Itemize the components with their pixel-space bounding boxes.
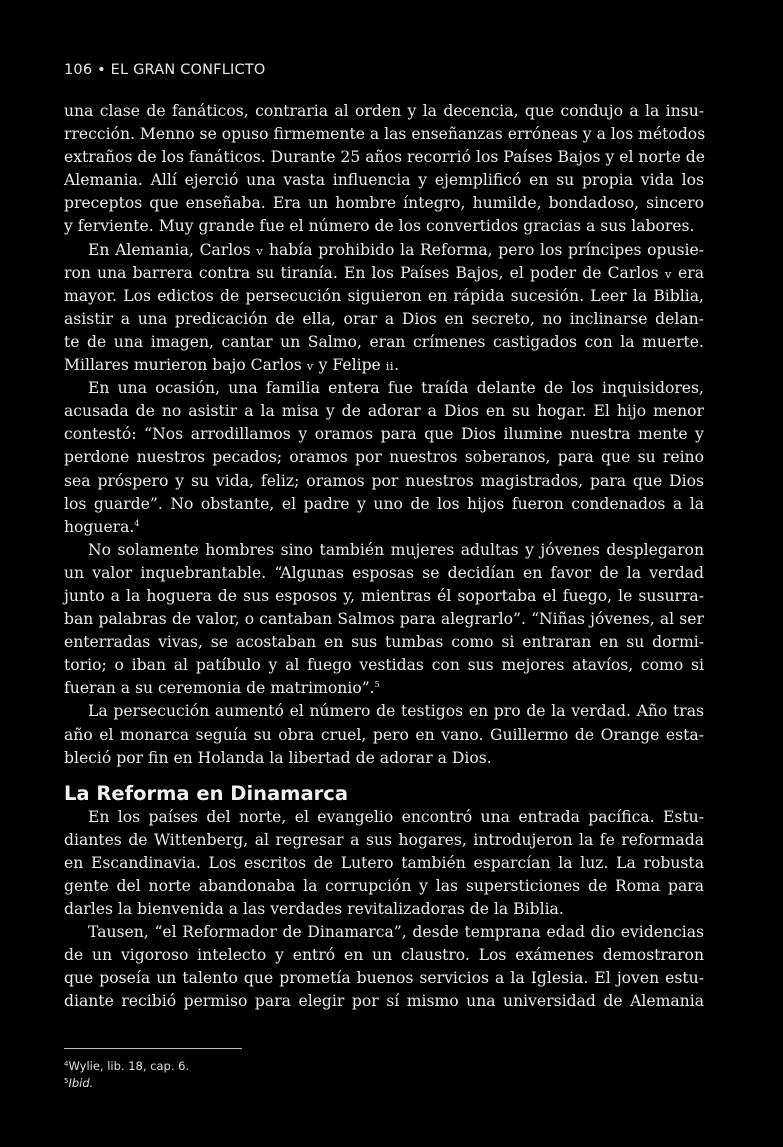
text-line: y ferviente. Muy grande fue el número de los convertidos gracias a sus labores. — [64, 217, 695, 236]
text-line: te de una imagen, cantar un Salmo, eran crímenes castigados con la muerte. — [64, 332, 704, 351]
text-line: diantes de Wittenberg, al regresar a sus hogares, introdujeron la fe reformada — [64, 830, 704, 849]
text-line: gente del norte abandonaba la corrupción y las supersticiones de Roma para — [64, 877, 704, 895]
footnote — [64, 1058, 189, 1075]
text-line: en Escandinavia. Los escritos de Lutero también esparcían la luz. La robusta — [64, 853, 704, 872]
text-line: un valor inquebrantable. “Algunas esposas se decidían en favor de la verdad — [64, 563, 704, 582]
text-line: En una ocasión, una familia entera fue traída delante de los inquisidores, — [88, 379, 704, 398]
footnote-rule — [64, 1048, 242, 1049]
text-line: acusada de no asistir a la misa y de adorar a Dios en su hogar. El hijo menor — [64, 402, 704, 421]
running-head: 106 • EL GRAN CONFLICTO — [64, 62, 266, 78]
text-line: Alemania. Allí ejerció una vasta influencia y ejemplificó en su propia vida los — [64, 171, 704, 190]
text-line: darles la bienvenida a las verdades revitalizadoras de la Biblia. — [64, 900, 564, 919]
roman-numeral: ii — [385, 359, 395, 374]
footnote — [64, 1075, 189, 1092]
footnote-ref[interactable]: 5 — [374, 680, 380, 690]
text-line: asistir a una predicación de ella, orar a Dios en secreto, no inclinarse delan- — [64, 309, 704, 328]
roman-numeral: v — [306, 359, 314, 374]
text-line: extraños de los fanáticos. Durante 25 años recorrió los Países Bajos y el norte de — [64, 148, 705, 167]
text-line: junto a la hoguera de sus esposos y, mientras él soportaba el fuego, le susurra- — [64, 586, 704, 605]
text-line: diante recibió permiso para elegir por sí mismo una universidad de Alemania — [64, 992, 704, 1011]
roman-numeral: v — [256, 243, 264, 258]
text-line: fueran a su ceremonia de matrimonio”.$^5$ — [64, 679, 380, 698]
text-line: Millares murieron bajo Carlos v y Felipe ii. — [64, 356, 400, 375]
text-line: año el monarca seguía su obra cruel, pero en vano. Guillermo de Orange esta- — [64, 725, 704, 744]
text-line: perdone nuestros pecados; oramos por nuestros soberanos, para que su reino — [64, 448, 704, 467]
footnotes — [64, 1058, 189, 1092]
footnote-number: 5 — [64, 1077, 69, 1085]
section-heading: La Reforma en Dinamarca — [64, 781, 348, 805]
roman-numeral: v — [664, 266, 672, 281]
text-line: En los países del norte, el evangelio encontró una entrada pacífica. Estu- — [88, 807, 704, 826]
text-line: sea próspero y su vida, feliz; oramos por nuestros magistrados, para que Dios — [64, 471, 704, 490]
text-line: contestó: “Nos arrodillamos y oramos para que Dios ilumine nuestra mente y — [64, 425, 704, 444]
text-line: que poseía un talento que prometía buenos servicios a la Iglesia. El joven estu- — [64, 969, 704, 988]
text-line: mayor. Los edictos de persecución siguieron en rápida sucesión. Leer la Biblia, — [64, 286, 704, 305]
footnote-text: Ibid. — [68, 1076, 94, 1090]
footnote-number: 4 — [64, 1060, 69, 1068]
body-text — [64, 100, 704, 1014]
text-line: Tausen, “el Reformador de Dinamarca”, desde temprana edad dio evidencias — [88, 923, 704, 942]
text-line: preceptos que enseñaba. Era un hombre íntegro, humilde, bondadoso, sincero — [64, 194, 704, 213]
text-line: En Alemania, Carlos v había prohibido la Reforma, pero los príncipes opusie- — [88, 240, 704, 259]
text-line: torio; o iban al patíbulo y al fuego vestidas con sus mejores atavíos, como si — [64, 656, 704, 675]
text-line: hoguera.$^4$ — [64, 517, 140, 536]
text-line: No solamente hombres sino también mujeres adultas y jóvenes desplegaron — [88, 540, 704, 559]
text-line: ban palabras de valor, o cantaban Salmos para alegrarlo”. “Niñas jóvenes, al ser — [64, 610, 704, 629]
text-line: de un vigoroso intelecto y entró en un claustro. Los exámenes demostraron — [64, 946, 704, 965]
text-line: enterradas vivas, se acostaban en sus tumbas como si entraran en su dormi- — [64, 633, 704, 652]
footnote-ref[interactable]: 4 — [134, 518, 140, 528]
footnote-text: Wylie, lib. 18, cap. 6. — [68, 1059, 190, 1073]
text-line: La persecución aumentó el número de testigos en pro de la verdad. Año tras — [88, 702, 704, 721]
text-line: ron una barrera contra su tiranía. En los Países Bajos, el poder de Carlos v era — [64, 263, 705, 282]
text-line: bleció por fin en Holanda la libertad de adorar a Dios. — [64, 748, 492, 767]
text-line: rrección. Menno se opuso firmemente a las enseñanzas erróneas y a los métodos — [64, 125, 706, 144]
text-line: una clase de fanáticos, contraria al orden y la decencia, que condujo a la insu- — [64, 102, 704, 120]
text-line: los guarde”. No obstante, el padre y uno de los hijos fueron condenados a la — [64, 494, 704, 513]
